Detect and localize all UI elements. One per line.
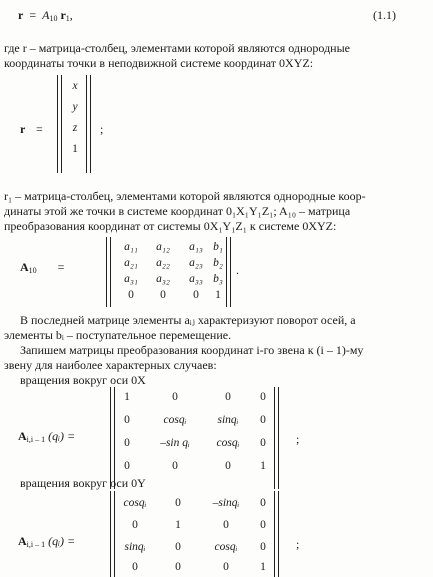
- matrix-cell: 0: [128, 289, 134, 301]
- matrix-cell: 0: [260, 497, 266, 509]
- matrix-cell: b₁: [213, 241, 223, 253]
- case-x-label: [18, 429, 75, 444]
- matrix-cell: a₁₂: [156, 241, 170, 253]
- matrix-cell: 1: [215, 289, 221, 301]
- para1-line1: где r – матрица-столбец, элементами которой являются однородные: [4, 41, 350, 55]
- matrix-A10-sub: 10: [28, 266, 37, 275]
- para1-line2: координаты точки в неподвижной системе координат 0XYZ:: [4, 56, 314, 70]
- case-y-label: [18, 534, 75, 549]
- matrix-cell: 0: [172, 391, 178, 403]
- matrix-cell: cosqᵢ: [214, 541, 238, 553]
- matrix-cell: sinqᵢ: [217, 414, 239, 426]
- matrix-cell: b₂: [213, 257, 223, 269]
- matrix-cell: 0: [260, 541, 266, 553]
- case-x-sub: i,i – 1: [26, 435, 46, 444]
- matrix-cell: 0: [260, 519, 266, 531]
- eq-matrix-sub: 10: [49, 14, 58, 23]
- case-y-arg: (qᵢ) =: [48, 534, 76, 548]
- equation-1-1: [18, 8, 73, 23]
- matrix-cell: a₃₂: [156, 273, 170, 285]
- matrix-cell: 1: [124, 391, 130, 403]
- vec-r-entry: 1: [72, 143, 78, 155]
- case-x-tail: ;: [296, 432, 300, 446]
- matrix-cell: 0: [260, 391, 266, 403]
- eq-equals-sign: =: [26, 8, 40, 22]
- para3-line3: Запишем матрицы преобразования координат i-го звена к (i – 1)-му: [20, 343, 364, 357]
- matrix-cell: 1: [260, 561, 266, 573]
- equation-number: (1.1): [373, 8, 396, 22]
- matrix-A10-tail: .: [236, 263, 239, 277]
- vec-r-entry: y: [72, 101, 78, 113]
- vec-r-entry: z: [72, 122, 78, 134]
- case-y-right-bar: [274, 491, 279, 577]
- matrix-cell: 0: [175, 561, 181, 573]
- matrix-cell: a₂₁: [124, 257, 138, 269]
- case-y-left-bar: [110, 491, 115, 577]
- matrix-cell: a₁₃: [189, 241, 203, 253]
- eq-tail: ,: [69, 8, 73, 22]
- case-y-tail: ;: [296, 537, 300, 551]
- matrix-cell: 0: [260, 437, 266, 449]
- matrix-cell: a₃₃: [189, 273, 203, 285]
- eq-matrix-A: A: [42, 8, 50, 22]
- vec-r-left-bar: [57, 75, 62, 173]
- case-x-left-bar: [110, 387, 115, 489]
- matrix-cell: cosqᵢ: [123, 497, 147, 509]
- vec-r-equals: =: [36, 122, 43, 136]
- matrix-cell: a₂₂: [156, 257, 170, 269]
- case-y-sub: i,i – 1: [26, 540, 46, 549]
- matrix-cell: a₃₁: [124, 273, 138, 285]
- matrix-A10-equals: =: [57, 260, 65, 274]
- matrix-cell: cosqᵢ: [163, 414, 187, 426]
- eq-vector-r: r: [60, 8, 66, 22]
- matrix-cell: 0: [223, 561, 229, 573]
- matrix-cell: 0: [193, 289, 199, 301]
- para2-line3: преобразования координат от системы 0X₁Y₁Z₁ к системе 0XYZ:: [4, 219, 337, 233]
- para3-line4: звену для наиболее характерных случаев:: [4, 358, 217, 372]
- eq-lhs: r: [18, 8, 24, 22]
- matrix-cell: 0: [124, 437, 130, 449]
- matrix-cell: 0: [260, 414, 266, 426]
- matrix-cell: 0: [175, 497, 181, 509]
- matrix-cell: a₁₁: [124, 241, 138, 253]
- case-y-letter: A: [18, 534, 27, 548]
- matrix-cell: –sin qᵢ: [160, 437, 190, 449]
- matrix-cell: 0: [132, 561, 138, 573]
- vec-r-right-bar: [86, 75, 91, 173]
- case-x-right-bar: [274, 387, 279, 489]
- matrix-cell: sinqᵢ: [124, 541, 146, 553]
- para3-line2: элементы bᵢ – поступательное перемещение.: [4, 328, 232, 342]
- matrix-cell: 0: [124, 414, 130, 426]
- case-x-arg: (qᵢ) =: [48, 429, 76, 443]
- case-y-heading: вращения вокруг оси 0Y: [20, 476, 146, 490]
- para2-line2: динаты этой же точки в системе координат 0₁X₁Y₁Z₁; A₁₀ – матрица: [4, 204, 351, 218]
- matrix-cell: 0: [225, 391, 231, 403]
- para3-line1: В последней матрице элементы aᵢⱼ характеризуют поворот осей, а: [20, 313, 356, 327]
- matrix-cell: 0: [160, 289, 166, 301]
- matrix-A10-letter: A: [20, 260, 29, 274]
- matrix-cell: 1: [175, 519, 181, 531]
- matrix-cell: 0: [132, 519, 138, 531]
- matrix-cell: b₃: [213, 273, 223, 285]
- matrix-cell: cosqᵢ: [216, 437, 240, 449]
- matrix-cell: a₂₃: [189, 257, 203, 269]
- case-x-heading: вращения вокруг оси 0X: [20, 373, 146, 387]
- vec-r-entry: x: [72, 80, 78, 92]
- matrix-A10-label: [20, 260, 64, 275]
- matrix-cell: 1: [260, 460, 266, 472]
- matrix-cell: 0: [225, 460, 231, 472]
- matrix-A10-left-bar: [106, 237, 111, 307]
- matrix-cell: 0: [124, 460, 130, 472]
- vec-r-label: r: [20, 122, 26, 136]
- matrix-cell: –sinqᵢ: [212, 497, 240, 509]
- vec-r-tail: ;: [100, 122, 104, 136]
- matrix-A10-right-bar: [226, 237, 231, 307]
- matrix-cell: 0: [172, 460, 178, 472]
- matrix-cell: 0: [223, 519, 229, 531]
- case-x-letter: A: [18, 429, 27, 443]
- eq-vector-sub: 1: [65, 14, 70, 23]
- para2-line1: r₁ – матрица-столбец, элементами которой являются однородные коор-: [4, 189, 366, 203]
- matrix-cell: 0: [175, 541, 181, 553]
